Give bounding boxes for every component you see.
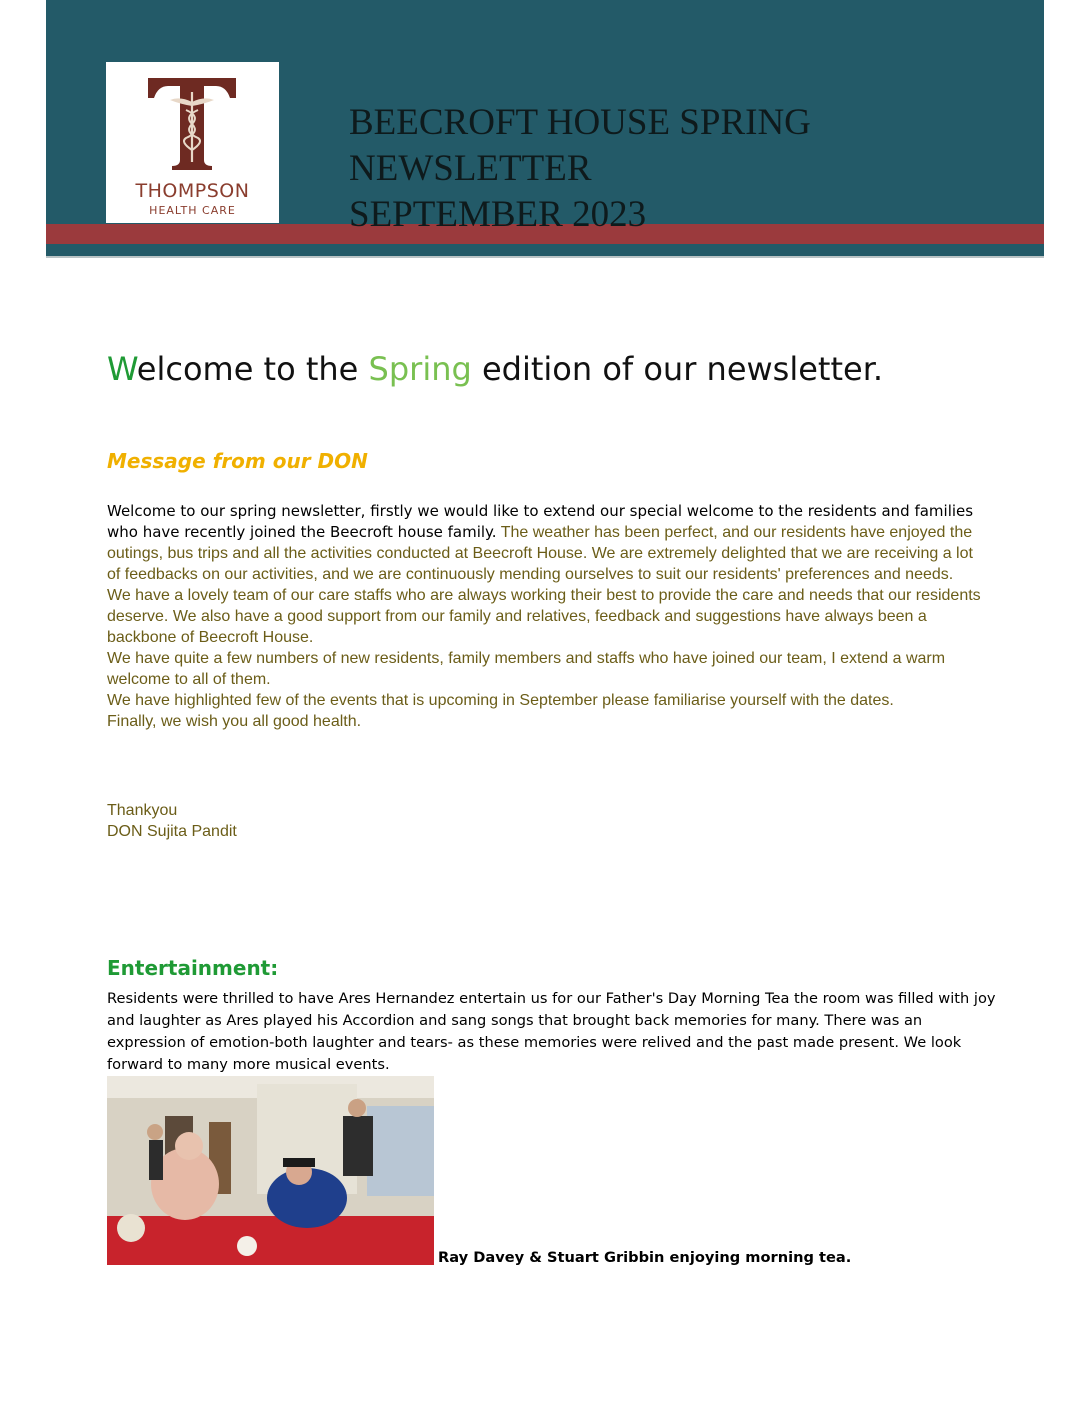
- newsletter-title: [349, 100, 989, 238]
- don-p1: The weather has been perfect, and our residents have enjoyed the outings, bus trips and all the activities conducted at Beecroft House. We are extremely delighted that we are receiving a lot of feedbacks on our activities, and we are continuously mending ourselves to suit our residents' preferences and needs.: [107, 524, 973, 583]
- don-message-heading: Message from our DON: [107, 449, 368, 473]
- header-divider: [46, 256, 1044, 258]
- logo-name: THOMPSON: [135, 180, 250, 202]
- thompson-logo: [106, 62, 279, 223]
- don-paragraph-3: We have quite a few numbers of new residents, family members and staffs who have joined our team, I extend a warm welcome to all of them.: [107, 650, 946, 688]
- welcome-spring: Spring: [368, 350, 472, 388]
- welcome-heading: [107, 350, 1007, 388]
- don-thanks: Thankyou: [107, 802, 178, 819]
- logo-subtitle: HEALTH CARE: [149, 204, 236, 217]
- photo-caption: Ray Davey & Stuart Gribbin enjoying morning tea.: [438, 1249, 852, 1266]
- don-paragraph-1: [107, 501, 987, 585]
- don-paragraph-5: Finally, we wish you all good health.: [107, 713, 362, 730]
- entertainment-body: Residents were thrilled to have Ares Hernandez entertain us for our Father's Day Morning Tea the room was filled with joy and laughter as Ares played his Accordion and sang songs that brought back memories for many. There was an expression of emotion-both laughter and tears- as these memories were relived and the past made present. We look forward to many more musical events.: [107, 990, 996, 1073]
- title-line-1: BEECROFT HOUSE SPRING: [349, 102, 811, 143]
- welcome-text-2: edition of our newsletter.: [471, 350, 884, 388]
- morning-tea-photo: [107, 1076, 434, 1265]
- entertainment-heading: Entertainment:: [107, 956, 279, 980]
- title-line-3: SEPTEMBER 2023: [349, 194, 647, 235]
- header-bottom-stripe: [46, 244, 1044, 256]
- welcome-initial: W: [107, 350, 137, 388]
- title-line-2: NEWSLETTER: [349, 148, 592, 189]
- don-signoff: [107, 800, 237, 842]
- don-signature: DON Sujita Pandit: [107, 823, 237, 840]
- welcome-text-1: elcome to the: [136, 350, 369, 388]
- don-paragraph-4: We have highlighted few of the events that is upcoming in September please familiarise yourself with the dates.: [107, 692, 894, 709]
- caduceus-t-icon: [146, 76, 238, 172]
- don-message-body: [107, 501, 987, 732]
- photo-illustration: [107, 1076, 434, 1265]
- don-intro: Welcome to our spring newsletter, firstly we would like to extend our special welcome to the residents and families who have recently joined the Beecroft house family.: [107, 502, 974, 541]
- don-paragraph-2: We have a lovely team of our care staffs who are always working their best to provide the care and needs that our residents deserve. We also have a good support from our family and relatives, feedback and suggestions have always been a backbone of Beecroft House.: [107, 587, 981, 646]
